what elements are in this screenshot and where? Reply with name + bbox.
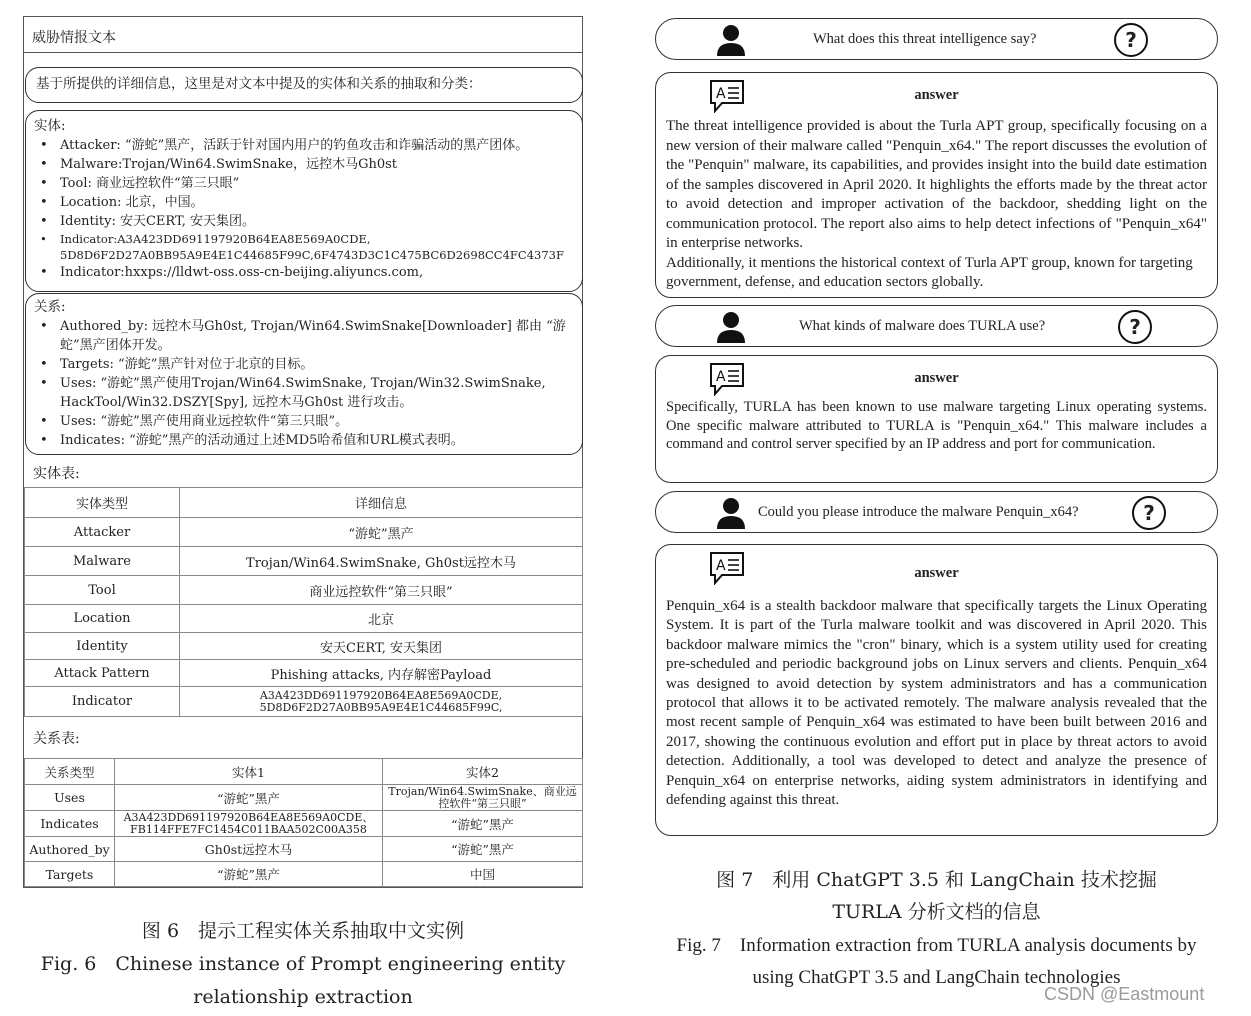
relation-item: • Authored_by: 远控木马Gh0st, Trojan/Win64.SwimSnake[Downloader] 都由 “游蛇”黑产团体开发。 — [34, 317, 574, 355]
figure-6-panel — [23, 16, 583, 888]
relation-table-title: 关系表: — [33, 731, 80, 747]
entity-item: • Location: 北京，中国。 — [34, 193, 574, 212]
intro-box — [25, 67, 583, 103]
relation-table-header: 实体2 — [383, 759, 583, 785]
entity-table — [24, 487, 583, 717]
relation-entity1-cell: Gh0st远控木马 — [115, 837, 383, 862]
entity-type-cell: Identity — [25, 633, 180, 660]
question-text: What kinds of malware does TURLA use? — [799, 318, 1046, 334]
relation-table — [24, 758, 583, 887]
question-box — [655, 18, 1218, 60]
user-icon — [716, 311, 746, 343]
relation-entity1-cell: A3A423DD691197920B64EA8E569A0CDE、FB114FFE7FC1454C011BAA502C00A358 — [115, 811, 383, 837]
relation-item: • Uses: “游蛇”黑产使用Trojan/Win64.SwimSnake, Trojan/Win32.SwimSnake, HackTool/Win32.DSZY[Spy], 远控木马Gh0st 进行攻击。 — [34, 374, 574, 412]
figure-7-caption-en-line1: Fig. 7 Information extraction from TURLA analysis documents by — [676, 935, 1197, 956]
entity-table-header: 详细信息 — [180, 488, 583, 518]
entity-item: • Malware:Trojan/Win64.SwimSnake，远控木马Gh0st — [34, 155, 574, 174]
figure-7-caption-cn-line2: TURLA 分析文档的信息 — [832, 901, 1041, 923]
relation-type-cell: Indicates — [25, 811, 115, 837]
entity-type-cell: Attack Pattern — [25, 660, 180, 687]
entity-item: • Tool: 商业远控软件“第三只眼” — [34, 174, 574, 193]
entities-box — [25, 110, 583, 292]
answer-box — [655, 355, 1218, 483]
relation-entity2-cell: Trojan/Win64.SwimSnake、商业远控软件“第三只眼” — [383, 785, 583, 811]
relation-entity2-cell: “游蛇”黑产 — [383, 837, 583, 862]
entity-detail-cell: 北京 — [180, 605, 583, 633]
figure-6-caption-en-line1: Fig. 6 Chinese instance of Prompt engineering entity — [40, 953, 566, 975]
answer-label: answer — [914, 87, 959, 103]
svg-text:A: A — [716, 86, 726, 102]
answer-box — [655, 544, 1218, 836]
answer-box — [655, 72, 1218, 298]
question-mark-icon: ? — [1114, 23, 1148, 57]
relation-entity2-cell: “游蛇”黑产 — [383, 811, 583, 837]
answer-paragraph: Specifically, TURLA has been known to use malware targeting Linux operating systems. One specific malware attributed to TURLA is "Penquin_x64." This malware includes a command and control server specified by an IP address and port for communication. — [666, 399, 1207, 452]
entity-detail-cell: A3A423DD691197920B64EA8E569A0CDE, 5D8D6F2D27A0BB95A9E4E1C44685F99C, — [180, 687, 583, 717]
entity-type-cell: Location — [25, 605, 180, 633]
intro-text: 基于所提供的详细信息，这里是对文本中提及的实体和关系的抽取和分类： — [36, 76, 482, 92]
question-mark-icon: ? — [1118, 310, 1152, 344]
relation-item: • Targets: “游蛇”黑产针对位于北京的目标。 — [34, 355, 574, 374]
entity-type-cell: Attacker — [25, 518, 180, 547]
question-box — [655, 305, 1218, 347]
relation-table-header: 关系类型 — [25, 759, 115, 785]
entity-item: • Indicator:hxxps://lldwt-oss.oss-cn-beijing.aliyuncs.com, — [34, 263, 574, 282]
relation-entity2-cell: 中国 — [383, 862, 583, 887]
entity-item: • Attacker: “游蛇”黑产，活跃于针对国内用户的钓鱼攻击和诈骗活动的黑产团体。 — [34, 136, 574, 155]
relation-type-cell: Uses — [25, 785, 115, 811]
entity-table-title: 实体表: — [33, 466, 80, 482]
figure-7-caption-en-line2: using ChatGPT 3.5 and LangChain technologies — [752, 967, 1121, 988]
entity-detail-cell: Trojan/Win64.SwimSnake, Gh0st远控木马 — [180, 547, 583, 576]
relation-entity1-cell: “游蛇”黑产 — [115, 785, 383, 811]
svg-text:A: A — [716, 369, 726, 385]
relation-item: • Uses: “游蛇”黑产使用商业远控软件“第三只眼”。 — [34, 412, 574, 431]
answer-paragraph: Additionally, it mentions the historical context of Turla APT group, known for targeting government, defense, and education sectors globally. — [666, 254, 1193, 290]
answer-label: answer — [914, 565, 959, 581]
user-icon — [716, 497, 746, 529]
entity-item: • Identity: 安天CERT, 安天集团。 — [34, 212, 574, 231]
entities-title: 实体: — [34, 118, 66, 134]
entity-type-cell: Tool — [25, 576, 180, 605]
figure-6-caption-en-line2: relationship extraction — [193, 986, 413, 1008]
relation-item: • Indicates: “游蛇”黑产的活动通过上述MD5哈希值和URL模式表明。 — [34, 431, 574, 450]
figure-6-caption-cn: 图 6 提示工程实体关系抽取中文实例 — [141, 920, 465, 942]
relations-box — [25, 293, 583, 455]
watermark: CSDN @Eastmount — [1044, 984, 1205, 1004]
question-box — [655, 491, 1218, 533]
threat-intel-header: 威胁情报文本 — [24, 17, 582, 53]
relation-entity1-cell: “游蛇”黑产 — [115, 862, 383, 887]
entity-type-cell: Indicator — [25, 687, 180, 717]
relation-type-cell: Targets — [25, 862, 115, 887]
answer-label: answer — [914, 370, 959, 386]
relation-type-cell: Authored_by — [25, 837, 115, 862]
figure-7-caption-cn-line1: 图 7 利用 ChatGPT 3.5 和 LangChain 技术挖掘 — [716, 869, 1157, 891]
entity-type-cell: Malware — [25, 547, 180, 576]
question-mark-icon: ? — [1132, 496, 1166, 530]
question-text: What does this threat intelligence say? — [813, 31, 1037, 47]
entity-detail-cell: 商业远控软件“第三只眼” — [180, 576, 583, 605]
entity-detail-cell: Phishing attacks, 内存解密Payload — [180, 660, 583, 687]
entity-item: • Indicator:A3A423DD691197920B64EA8E569A0CDE, 5D8D6F2D27A0BB95A9E4E1C44685F99C,6F4743D3C1C475BC6D2698CC4FC4373F — [34, 231, 574, 263]
answer-paragraph: Penquin_x64 is a stealth backdoor malware that specifically targets the Linux Operating System. It is part of the Turla malware toolkit and was discovered in April 2020. This backdoor malware mimics the "cron" binary, which is a system utility used for creating pre-scheduled and periodic background jobs on Linux servers and clients. Penquin_x64 was designed to avoid detection by system administrators and has a communication protocol that allows it to be activated remotely. The malware analysis revealed that the most recent sample of Penquin_x64 was estimated to have been built between 2016 and 2017, showing the continuous evolution and effort put in place by threat actors to avoid detection. Additionally, a tool was developed to detect and analyze the presence of Penquin_x64 on enterprise networks, aiding system administrators in identifying and defending against this threat. — [666, 598, 1207, 809]
entity-detail-cell: 安天CERT, 安天集团 — [180, 633, 583, 660]
svg-text:A: A — [716, 558, 726, 574]
relations-title: 关系: — [34, 299, 66, 315]
entity-detail-cell: “游蛇”黑产 — [180, 518, 583, 547]
entity-table-header: 实体类型 — [25, 488, 180, 518]
user-icon — [716, 24, 746, 56]
relation-table-header: 实体1 — [115, 759, 383, 785]
answer-paragraph: The threat intelligence provided is about the Turla APT group, specifically focusing on a new version of their malware called "Penquin_x64." The report discusses the evolution of the "Penquin" malware, its capabilities, and provides insight into the build date estimation of the samples discovered in April 2020. It highlights the efforts made by the threat actor to avoid detection and improper activation of the backdoor, shedding light on the communication protocol. The report also aims to help detect infections of "Penquin_x64" in enterprise networks. — [666, 118, 1207, 251]
question-text: Could you please introduce the malware Penquin_x64? — [758, 504, 1079, 520]
